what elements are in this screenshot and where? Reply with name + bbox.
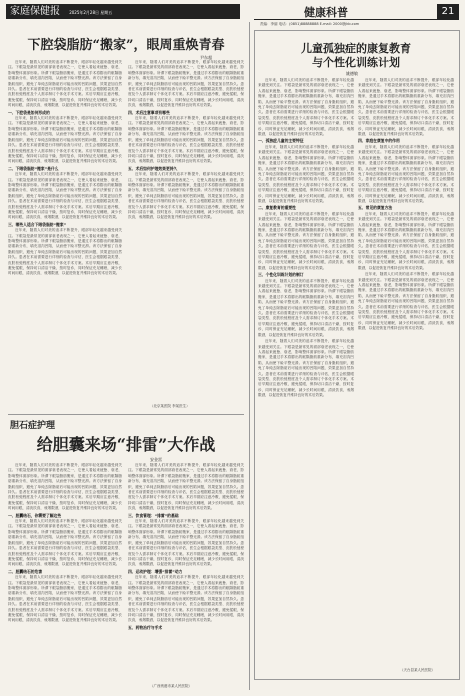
article3-col1	[258, 78, 354, 674]
article1-heading: 三、哪些人适合下眼袋脂肪“搬家”	[8, 221, 67, 227]
article3-heading: 四、家庭在康复中的作用	[358, 138, 400, 144]
article1-heading: 一、下腔袋是如何形成的	[8, 109, 50, 115]
contact-line: 责编：李丽 电话：(0851)88888888 E-mail: 2000@jkb.com	[260, 22, 360, 26]
article2-col1	[8, 463, 122, 687]
article2-heading: 一、胆囊结石，你需要了解这些	[8, 512, 62, 518]
article1-col2	[128, 60, 244, 400]
column-divider	[249, 22, 250, 690]
section-banner-left	[6, 4, 240, 19]
article2-paragraph: 近年来，随着人们对美的追求不断提升，眼部年轻化越来越受到关注。下眼袋是最常见的面部衰老表现之一，它使人看起来疲惫、衰老，影响整体面部形象。所谓下眼袋脂肪搬家，是通过手术将膨出的眶隔脂肪重新分布，填充泪沟凹陷，从而使下睑平整光滑。该方法保留了自身脂肪组织，避免了单纯去除脂肪后可能出现的凹陷问题，效果更加自然持久。患者在术前需要进行详细的检查与评估，医生会根据眼袋类型、皮肤松弛程度及个人需求制订个体化手术方案。术后早期应注意冷敷，避免揉眼，保持切口清洁干燥，按时复诊，同时保证充足睡眠，减少长时间用眼，清淡饮食，戒烟限酒，以促进恢复并维持良好的术后效果。	[128, 519, 244, 567]
article1-heading: 五、术后如何护理效果更持久	[128, 165, 178, 171]
article1-paragraph: 近年来，随着人们对美的追求不断提升，眼部年轻化越来越受到关注。下眼袋是最常见的面部衰老表现之一，它使人看起来疲惫、衰老，影响整体面部形象。所谓下眼袋脂肪搬家，是通过手术将膨出的眶隔脂肪重新分布，填充泪沟凹陷，从而使下睑平整光滑。该方法保留了自身脂肪组织，避免了单纯去除脂肪后可能出现的凹陷问题，效果更加自然持久。患者在术前需要进行详细的检查与评估，医生会根据眼袋类型、皮肤松弛程度及个人需求制订个体化手术方案。术后早期应注意冷敷，避免揉眼，保持切口清洁干燥，按时复诊，同时保证充足睡眠，减少长时间用眼，清淡饮食，戒烟限酒，以促进恢复并维持良好的术后效果。	[8, 60, 122, 108]
article3-col2	[358, 78, 454, 664]
page-header	[6, 4, 459, 20]
article3-author: 姚德敏	[346, 71, 358, 76]
article3-paragraph: 近年来，随着人们对美的追求不断提升，眼部年轻化越来越受到关注。下眼袋是最常见的面部衰老表现之一，它使人看起来疲惫、衰老，影响整体面部形象。所谓下眼袋脂肪搬家，是通过手术将膨出的眶隔脂肪重新分布，填充泪沟凹陷，从而使下睑平整光滑。该方法保留了自身脂肪组织，避免了单纯去除脂肪后可能出现的凹陷问题，效果更加自然持久。患者在术前需要进行详细的检查与评估，医生会根据眼袋类型、皮肤松弛程度及个人需求制订个体化手术方案。术后早期应注意冷敷，避免揉眼，保持切口清洁干燥，按时复诊，同时保证充足睡眠，减少长时间用眼，清淡饮食，戒烟限酒，以促进恢复并维持良好的术后效果。	[358, 144, 454, 203]
article2-paragraph: 近年来，随着人们对美的追求不断提升，眼部年轻化越来越受到关注。下眼袋是最常见的面部衰老表现之一，它使人看起来疲惫、衰老，影响整体面部形象。所谓下眼袋脂肪搬家，是通过手术将膨出的眶隔脂肪重新分布，填充泪沟凹陷，从而使下睑平整光滑。该方法保留了自身脂肪组织，避免了单纯去除脂肪后可能出现的凹陷问题，效果更加自然持久。患者在术前需要进行详细的检查与评估，医生会根据眼袋类型、皮肤松弛程度及个人需求制订个体化手术方案。术后早期应注意冷敷，避免揉眼，保持切口清洁干燥，按时复诊，同时保证充足睡眠，减少长时间用眼，清淡饮食，戒烟限酒，以促进恢复并维持良好的术后效果。	[8, 463, 122, 511]
article3-paragraph: 近年来，随着人们对美的追求不断提升，眼部年轻化越来越受到关注。下眼袋是最常见的面部衰老表现之一，它使人看起来疲惫、衰老，影响整体面部形象。所谓下眼袋脂肪搬家，是通过手术将膨出的眶隔脂肪重新分布，填充泪沟凹陷，从而使下睑平整光滑。该方法保留了自身脂肪组织，避免了单纯去除脂肪后可能出现的凹陷问题，效果更加自然持久。患者在术前需要进行详细的检查与评估，医生会根据眼袋类型、皮肤松弛程度及个人需求制订个体化手术方案。术后早期应注意冷敷，避免揉眼，保持切口清洁干燥，按时复诊，同时保证充足睡眠，减少长时间用眼，清淡饮食，戒烟限酒，以促进恢复并维持良好的术后效果。	[258, 211, 354, 270]
article2-kicker: 胆石症护理	[10, 421, 56, 431]
section-banner-right	[254, 4, 459, 20]
article3-paragraph: 近年来，随着人们对美的追求不断提升，眼部年轻化越来越受到关注。下眼袋是最常见的面部衰老表现之一，它使人看起来疲惫、衰老，影响整体面部形象。所谓下眼袋脂肪搬家，是通过手术将膨出的眶隔脂肪重新分布，填充泪沟凹陷，从而使下睑平整光滑。该方法保留了自身脂肪组织，避免了单纯去除脂肪后可能出现的凹陷问题，效果更加自然持久。患者在术前需要进行详细的检查与评估，医生会根据眼袋类型、皮肤松弛程度及个人需求制订个体化手术方案。术后早期应注意冷敷，避免揉眼，保持切口清洁干燥，按时复诊，同时保证充足睡眠，减少长时间用眼，清淡饮食，戒烟限酒，以促进恢复并维持良好的术后效果。	[358, 211, 454, 270]
page-number: 21	[437, 4, 459, 19]
article2-title: 给胆囊来场“排雷”大作战	[36, 435, 216, 454]
article2-heading: 四、运动护理：增强“排雷”动力	[128, 568, 183, 574]
article1-col1	[8, 60, 122, 400]
article3-paragraph: 近年来，随着人们对美的追求不断提升，眼部年轻化越来越受到关注。下眼袋是最常见的面部衰老表现之一，它使人看起来疲惫、衰老，影响整体面部形象。所谓下眼袋脂肪搬家，是通过手术将膨出的眶隔脂肪重新分布，填充泪沟凹陷，从而使下睑平整光滑。该方法保留了自身脂肪组织，避免了单纯去除脂肪后可能出现的凹陷问题，效果更加自然持久。患者在术前需要进行详细的检查与评估，医生会根据眼袋类型、皮肤松弛程度及个人需求制订个体化手术方案。术后早期应注意冷敷，避免揉眼，保持切口清洁干燥，按时复诊，同时保证充足睡眠，减少长时间用眼，清淡饮食，戒烟限酒，以促进恢复并维持良好的术后效果。	[358, 78, 454, 137]
article2-col2	[128, 463, 244, 679]
article2-paragraph: 近年来，随着人们对美的追求不断提升，眼部年轻化越来越受到关注。下眼袋是最常见的面部衰老表现之一，它使人看起来疲惫、衰老，影响整体面部形象。所谓下眼袋脂肪搬家，是通过手术将膨出的眶隔脂肪重新分布，填充泪沟凹陷，从而使下睑平整光滑。该方法保留了自身脂肪组织，避免了单纯去除脂肪后可能出现的凹陷问题，效果更加自然持久。患者在术前需要进行详细的检查与评估，医生会根据眼袋类型、皮肤松弛程度及个人需求制订个体化手术方案。术后早期应注意冷敷，避免揉眼，保持切口清洁干燥，按时复诊，同时保证充足睡眠，减少长时间用眼，清淡饮食，戒烟限酒，以促进恢复并维持良好的术后效果。	[8, 575, 122, 623]
article2-heading: 三、饮食管理：“排雷”的基础	[128, 512, 179, 518]
article3-paragraph: 近年来，随着人们对美的追求不断提升，眼部年轻化越来越受到关注。下眼袋是最常见的面部衰老表现之一，它使人看起来疲惫、衰老，影响整体面部形象。所谓下眼袋脂肪搬家，是通过手术将膨出的眶隔脂肪重新分布，填充泪沟凹陷，从而使下睑平整光滑。该方法保留了自身脂肪组织，避免了单纯去除脂肪后可能出现的凹陷问题，效果更加自然持久。患者在术前需要进行详细的检查与评估，医生会根据眼袋类型、皮肤松弛程度及个人需求制订个体化手术方案。术后早期应注意冷敷，避免揉眼，保持切口清洁干燥，按时复诊，同时保证充足睡眠，减少长时间用眼，清淡饮食，戒烟限酒，以促进恢复并维持良好的术后效果。	[258, 278, 354, 337]
article2-heading: 五、药物治疗与手术	[128, 624, 163, 630]
article2-source: （广西贵港市某人民医院）	[150, 684, 192, 688]
article3-heading: 三、个性化训练计划的制订	[258, 272, 304, 278]
divider	[8, 414, 244, 415]
article2-heading: 二、胆囊结石的危害	[8, 568, 43, 574]
article2-paragraph: 近年来，随着人们对美的追求不断提升，眼部年轻化越来越受到关注。下眼袋是最常见的面部衰老表现之一，它使人看起来疲惫、衰老，影响整体面部形象。所谓下眼袋脂肪搬家，是通过手术将膨出的眶隔脂肪重新分布，填充泪沟凹陷，从而使下睑平整光滑。该方法保留了自身脂肪组织，避免了单纯去除脂肪后可能出现的凹陷问题，效果更加自然持久。患者在术前需要进行详细的检查与评估，医生会根据眼袋类型、皮肤松弛程度及个人需求制订个体化手术方案。术后早期应注意冷敷，避免揉眼，保持切口清洁干燥，按时复诊，同时保证充足睡眠，减少长时间用眼，清淡饮食，戒烟限酒，以促进恢复并维持良好的术后效果。	[128, 575, 244, 623]
article3-paragraph: 近年来，随着人们对美的追求不断提升，眼部年轻化越来越受到关注。下眼袋是最常见的面部衰老表现之一，它使人看起来疲惫、衰老，影响整体面部形象。所谓下眼袋脂肪搬家，是通过手术将膨出的眶隔脂肪重新分布，填充泪沟凹陷，从而使下睑平整光滑。该方法保留了自身脂肪组织，避免了单纯去除脂肪后可能出现的凹陷问题，效果更加自然持久。患者在术前需要进行详细的检查与评估，医生会根据眼袋类型、皮肤松弛程度及个人需求制订个体化手术方案。术后早期应注意冷敷，避免揉眼，保持切口清洁干燥，按时复诊，同时保证充足睡眠，减少长时间用眼，清淡饮食，戒烟限酒，以促进恢复并维持良好的术后效果。	[358, 272, 454, 331]
article3-paragraph: 近年来，随着人们对美的追求不断提升，眼部年轻化越来越受到关注。下眼袋是最常见的面部衰老表现之一，它使人看起来疲惫、衰老，影响整体面部形象。所谓下眼袋脂肪搬家，是通过手术将膨出的眶隔脂肪重新分布，填充泪沟凹陷，从而使下睑平整光滑。该方法保留了自身脂肪组织，避免了单纯去除脂肪后可能出现的凹陷问题，效果更加自然持久。患者在术前需要进行详细的检查与评估，医生会根据眼袋类型、皮肤松弛程度及个人需求制订个体化手术方案。术后早期应注意冷敷，避免揉眼，保持切口清洁干燥，按时复诊，同时保证充足睡眠，减少长时间用眼，清淡饮食，戒烟限酒，以促进恢复并维持良好的术后效果。	[258, 144, 354, 203]
article2-author: 安金雷	[150, 457, 162, 462]
article1-paragraph: 近年来，随着人们对美的追求不断提升，眼部年轻化越来越受到关注。下眼袋是最常见的面部衰老表现之一，它使人看起来疲惫、衰老，影响整体面部形象。所谓下眼袋脂肪搬家，是通过手术将膨出的眶隔脂肪重新分布，填充泪沟凹陷，从而使下睑平整光滑。该方法保留了自身脂肪组织，避免了单纯去除脂肪后可能出现的凹陷问题，效果更加自然持久。患者在术前需要进行详细的检查与评估，医生会根据眼袋类型、皮肤松弛程度及个人需求制订个体化手术方案。术后早期应注意冷敷，避免揉眼，保持切口清洁干燥，按时复诊，同时保证充足睡眠，减少长时间用眼，清淡饮食，戒烟限酒，以促进恢复并维持良好的术后效果。	[128, 116, 244, 164]
article1-heading: 二、下眼袋脂肪“搬家”是什么	[8, 165, 59, 171]
article1-paragraph: 近年来，随着人们对美的追求不断提升，眼部年轻化越来越受到关注。下眼袋是最常见的面部衰老表现之一，它使人看起来疲惫、衰老，影响整体面部形象。所谓下眼袋脂肪搬家，是通过手术将膨出的眶隔脂肪重新分布，填充泪沟凹陷，从而使下睑平整光滑。该方法保留了自身脂肪组织，避免了单纯去除脂肪后可能出现的凹陷问题，效果更加自然持久。患者在术前需要进行详细的检查与评估，医生会根据眼袋类型、皮肤松弛程度及个人需求制订个体化手术方案。术后早期应注意冷敷，避免揉眼，保持切口清洁干燥，按时复诊，同时保证充足睡眠，减少长时间用眼，清淡饮食，戒烟限酒，以促进恢复并维持良好的术后效果。	[8, 228, 122, 276]
article3-heading: 五、常见的康复方法	[358, 205, 393, 211]
article1-paragraph: 近年来，随着人们对美的追求不断提升，眼部年轻化越来越受到关注。下眼袋是最常见的面部衰老表现之一，它使人看起来疲惫、衰老，影响整体面部形象。所谓下眼袋脂肪搬家，是通过手术将膨出的眶隔脂肪重新分布，填充泪沟凹陷，从而使下睑平整光滑。该方法保留了自身脂肪组织，避免了单纯去除脂肪后可能出现的凹陷问题，效果更加自然持久。患者在术前需要进行详细的检查与评估，医生会根据眼袋类型、皮肤松弛程度及个人需求制订个体化手术方案。术后早期应注意冷敷，避免揉眼，保持切口清洁干燥，按时复诊，同时保证充足睡眠，减少长时间用眼，清淡饮食，戒烟限酒，以促进恢复并维持良好的术后效果。	[128, 60, 244, 108]
issue-date: 2025年2月28日 星期五	[69, 10, 113, 15]
article1-source: （北京某医院 李某医生）	[150, 404, 190, 408]
article1-title: 下腔袋脂肪“搬家”，眼周重焕青春	[27, 38, 225, 53]
article2-paragraph: 近年来，随着人们对美的追求不断提升，眼部年轻化越来越受到关注。下眼袋是最常见的面部衰老表现之一，它使人看起来疲惫、衰老，影响整体面部形象。所谓下眼袋脂肪搬家，是通过手术将膨出的眶隔脂肪重新分布，填充泪沟凹陷，从而使下睑平整光滑。该方法保留了自身脂肪组织，避免了单纯去除脂肪后可能出现的凹陷问题，效果更加自然持久。患者在术前需要进行详细的检查与评估，医生会根据眼袋类型、皮肤松弛程度及个人需求制订个体化手术方案。术后早期应注意冷敷，避免揉眼，保持切口清洁干燥，按时复诊，同时保证充足睡眠，减少长时间用眼，清淡饮食，戒烟限酒，以促进恢复并维持良好的术后效果。	[128, 463, 244, 511]
article3-heading: 一、孤独症儿童的主要特征	[258, 138, 304, 144]
article2-paragraph: 近年来，随着人们对美的追求不断提升，眼部年轻化越来越受到关注。下眼袋是最常见的面部衰老表现之一，它使人看起来疲惫、衰老，影响整体面部形象。所谓下眼袋脂肪搬家，是通过手术将膨出的眶隔脂肪重新分布，填充泪沟凹陷，从而使下睑平整光滑。该方法保留了自身脂肪组织，避免了单纯去除脂肪后可能出现的凹陷问题，效果更加自然持久。患者在术前需要进行详细的检查与评估，医生会根据眼袋类型、皮肤松弛程度及个人需求制订个体化手术方案。术后早期应注意冷敷，避免揉眼，保持切口清洁干燥，按时复诊，同时保证充足睡眠，减少长时间用眼，清淡饮食，戒烟限酒，以促进恢复并维持良好的术后效果。	[8, 519, 122, 567]
article3-title-line2: 与个性化训练计划	[312, 56, 400, 69]
article3-source: （天台县某人民医院）	[400, 668, 435, 672]
article3-paragraph: 近年来，随着人们对美的追求不断提升，眼部年轻化越来越受到关注。下眼袋是最常见的面部衰老表现之一，它使人看起来疲惫、衰老，影响整体面部形象。所谓下眼袋脂肪搬家，是通过手术将膨出的眶隔脂肪重新分布，填充泪沟凹陷，从而使下睑平整光滑。该方法保留了自身脂肪组织，避免了单纯去除脂肪后可能出现的凹陷问题，效果更加自然持久。患者在术前需要进行详细的检查与评估，医生会根据眼袋类型、皮肤松弛程度及个人需求制订个体化手术方案。术后早期应注意冷敷，避免揉眼，保持切口清洁干燥，按时复诊，同时保证充足睡眠，减少长时间用眼，清淡饮食，戒烟限酒，以促进恢复并维持良好的术后效果。	[258, 78, 354, 137]
article3-paragraph: 近年来，随着人们对美的追求不断提升，眼部年轻化越来越受到关注。下眼袋是最常见的面部衰老表现之一，它使人看起来疲惫、衰老，影响整体面部形象。所谓下眼袋脂肪搬家，是通过手术将膨出的眶隔脂肪重新分布，填充泪沟凹陷，从而使下睑平整光滑。该方法保留了自身脂肪组织，避免了单纯去除脂肪后可能出现的凹陷问题，效果更加自然持久。患者在术前需要进行详细的检查与评估，医生会根据眼袋类型、皮肤松弛程度及个人需求制订个体化手术方案。术后早期应注意冷敷，避免揉眼，保持切口清洁干燥，按时复诊，同时保证充足睡眠，减少长时间用眼，清淡饮食，戒烟限酒，以促进恢复并维持良好的术后效果。	[258, 339, 354, 398]
article1-heading: 四、术后注意事项有哪些	[128, 109, 170, 115]
article1-paragraph: 近年来，随着人们对美的追求不断提升，眼部年轻化越来越受到关注。下眼袋是最常见的面部衰老表现之一，它使人看起来疲惫、衰老，影响整体面部形象。所谓下眼袋脂肪搬家，是通过手术将膨出的眶隔脂肪重新分布，填充泪沟凹陷，从而使下睑平整光滑。该方法保留了自身脂肪组织，避免了单纯去除脂肪后可能出现的凹陷问题，效果更加自然持久。患者在术前需要进行详细的检查与评估，医生会根据眼袋类型、皮肤松弛程度及个人需求制订个体化手术方案。术后早期应注意冷敷，避免揉眼，保持切口清洁干燥，按时复诊，同时保证充足睡眠，减少长时间用眼，清淡饮食，戒烟限酒，以促进恢复并维持良好的术后效果。	[8, 172, 122, 220]
article1-author: 尹东超	[200, 55, 212, 60]
section-name-left: 家庭保健报	[10, 6, 60, 17]
article1-paragraph: 近年来，随着人们对美的追求不断提升，眼部年轻化越来越受到关注。下眼袋是最常见的面部衰老表现之一，它使人看起来疲惫、衰老，影响整体面部形象。所谓下眼袋脂肪搬家，是通过手术将膨出的眶隔脂肪重新分布，填充泪沟凹陷，从而使下睑平整光滑。该方法保留了自身脂肪组织，避免了单纯去除脂肪后可能出现的凹陷问题，效果更加自然持久。患者在术前需要进行详细的检查与评估，医生会根据眼袋类型、皮肤松弛程度及个人需求制订个体化手术方案。术后早期应注意冷敷，避免揉眼，保持切口清洁干燥，按时复诊，同时保证充足睡眠，减少长时间用眼，清淡饮食，戒烟限酒，以促进恢复并维持良好的术后效果。	[8, 116, 122, 164]
article1-paragraph: 近年来，随着人们对美的追求不断提升，眼部年轻化越来越受到关注。下眼袋是最常见的面部衰老表现之一，它使人看起来疲惫、衰老，影响整体面部形象。所谓下眼袋脂肪搬家，是通过手术将膨出的眶隔脂肪重新分布，填充泪沟凹陷，从而使下睑平整光滑。该方法保留了自身脂肪组织，避免了单纯去除脂肪后可能出现的凹陷问题，效果更加自然持久。患者在术前需要进行详细的检查与评估，医生会根据眼袋类型、皮肤松弛程度及个人需求制订个体化手术方案。术后早期应注意冷敷，避免揉眼，保持切口清洁干燥，按时复诊，同时保证充足睡眠，减少长时间用眼，清淡饮食，戒烟限酒，以促进恢复并维持良好的术后效果。	[128, 172, 244, 220]
article3-heading: 二、康复教育的重要性	[258, 205, 296, 211]
article3-title-line1: 儿童孤独症的康复教育	[301, 42, 411, 55]
section-name-right: 健康科普	[304, 6, 348, 19]
